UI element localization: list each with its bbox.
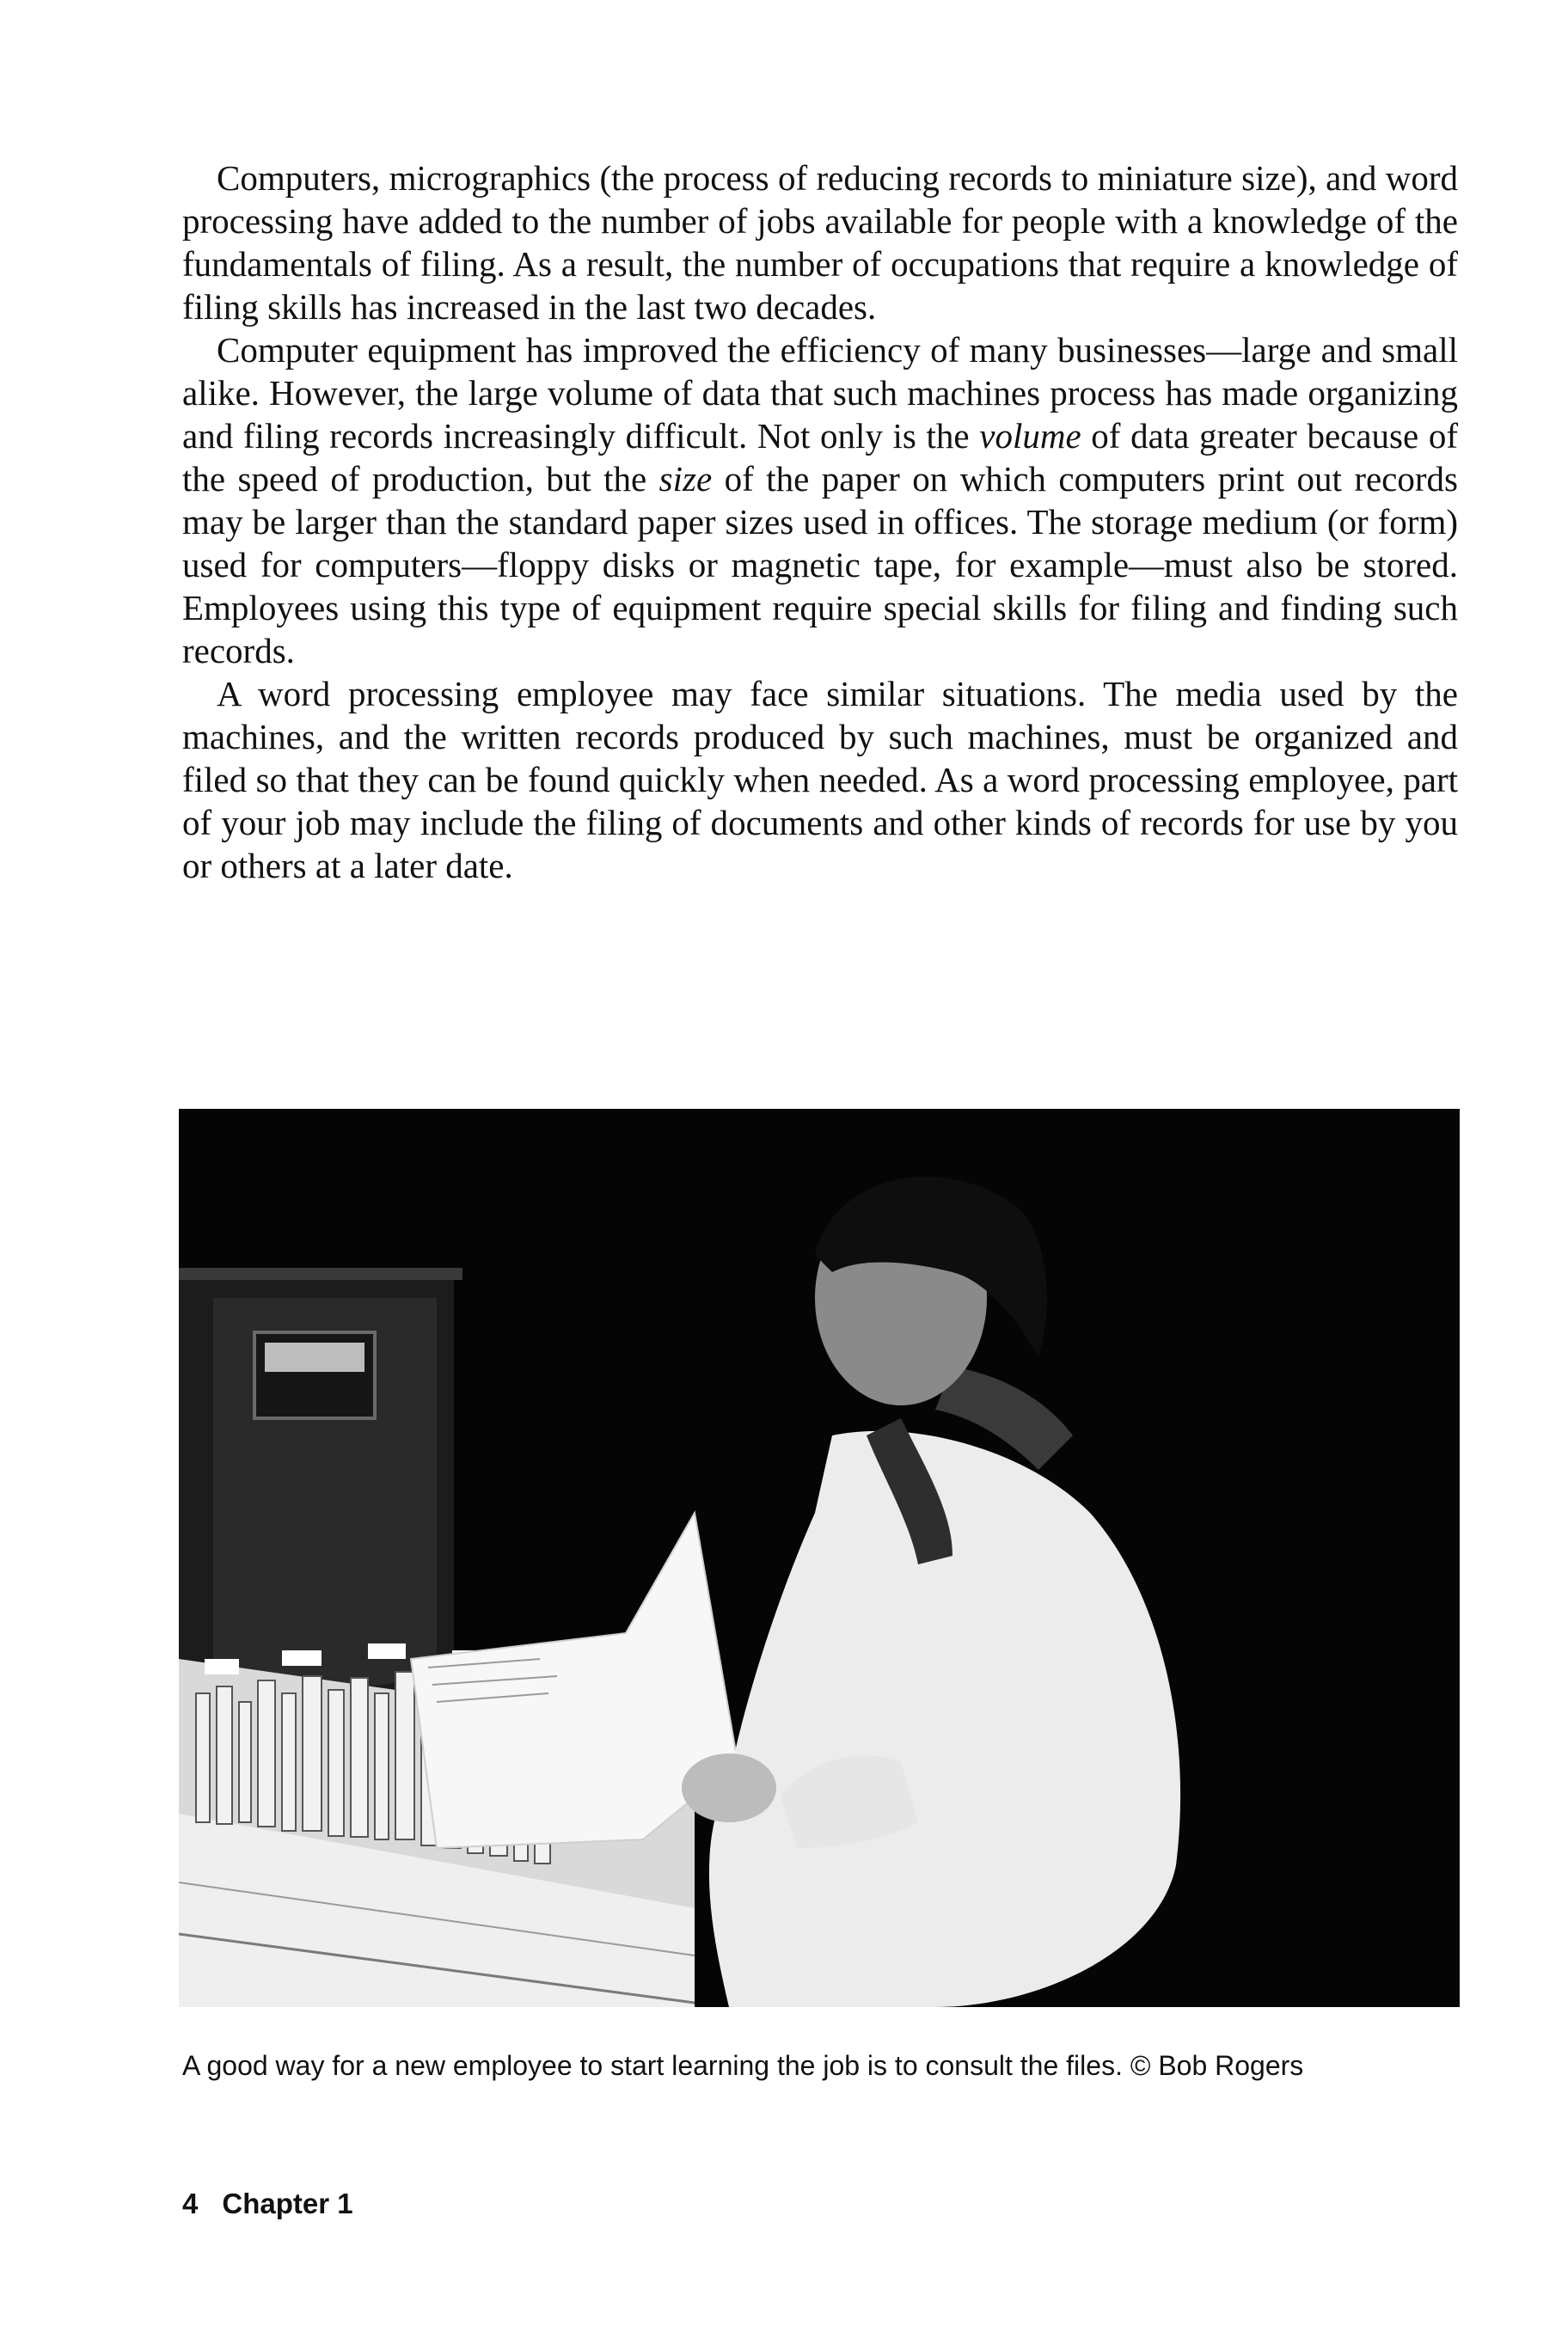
photo-illustration [179, 1109, 1460, 2007]
page-footer [182, 2188, 353, 2220]
emphasis-size: size [658, 459, 713, 499]
paragraph-1: Computers, micrographics (the process of reducing records to miniature size), and word processing have added to the number of jobs available for people with a knowledge of the fundamentals of filing. As a result, the number of occupations that require a knowledge of filing skills has increased in the last two decades. [182, 158, 1458, 327]
page-number: 4 [182, 2188, 199, 2219]
photo-woman-filing [179, 1109, 1460, 2007]
chapter-label: Chapter 1 [222, 2188, 353, 2219]
paragraph-2: Computer equipment has improved the efficiency of many businesses—large and small alike. However, the large volume of data that such machines process has made organizing and filing records increasingly difficult. Not only is the volume of data greater because of the speed of production, but the size of the paper on which computers print out records may be larger than the standard paper sizes used in offices. The storage medium (or form) used for computers—floppy disks or magnetic tape, for example—must also be stored. Employees using this type of equipment require special skills for filing and finding such records. [182, 330, 1458, 670]
paragraph-3: A word processing employee may face similar situations. The media used by the machines, and the written records produced by such machines, must be organized and filed so that they can be found quickly when needed. As a word processing employee, part of your job may include the filing of documents and other kinds of records for use by you or others at a later date. [182, 674, 1458, 885]
body-text [182, 156, 1458, 887]
emphasis-volume: volume [979, 416, 1081, 456]
figure-caption: A good way for a new employee to start learning the job is to consult the files. © Bob Rogers [182, 2050, 1304, 2081]
